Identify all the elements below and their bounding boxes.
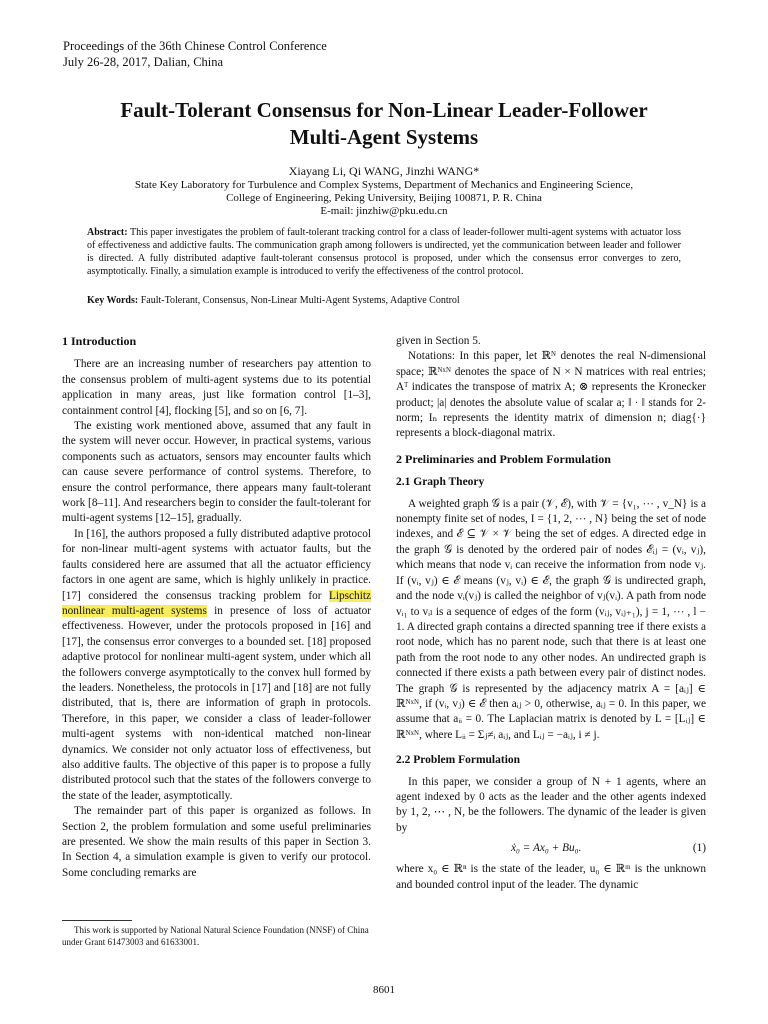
section-heading-introduction: 1 Introduction xyxy=(62,334,137,348)
abstract-label: Abstract: xyxy=(87,227,128,238)
section-heading-preliminaries: 2 Preliminaries and Problem Formulation xyxy=(396,451,611,466)
equation-number: (1) xyxy=(692,842,706,855)
equation-body: ẋ₀ = Ax₀ + Bu₀. xyxy=(511,842,582,855)
affiliation-email: E-mail: jinzhiw@pku.edu.cn xyxy=(320,205,448,217)
conference-date: July 26-28, 2017, Dalian, China xyxy=(63,55,224,69)
notations-paragraph: Notations: In this paper, let ℝᴺ denotes the real N-dimensional space; ℝᴺˣᴺ denotes the space of N × N matrices with real entries; Aᵀ indicates the transpose of matrix A; ⊗ represents the Kronecker product; |a| denotes the absolute value of scalar a; ‖ · ‖ stands for 2-norm; Iₙ represents the identity matrix of dimension n; diag{·} represents a block-diagonal matrix. xyxy=(396,350,706,440)
intro-paragraph-3-end: in presence of loss of actuator effectiveness. However, under the protocols proposed in [16] and [17], the consensus error converges to a bounded set. [18] proposed adaptive protocol for nonlinear multi-agent system, under which all the followers converge asymptotically to the convex hull formed by the leaders. Nonetheless, the protocols in [17] and [18] are not fully distributed, that is, there are information of graph in protocols. Therefore, in this paper, we consider a class of leader-follower multi-agent systems with non-identical matched non-linear dynamics. We consider not only actuator loss of effectiveness, but also additive faults. The objective of this paper is to propose a fully distributed protocol such that the states of the followers converge to the state of the leader, asymptotically. xyxy=(62,604,372,802)
conference-name: Proceedings of the 36th Chinese Control Conference xyxy=(63,39,327,53)
keywords xyxy=(87,294,681,307)
subsection-heading-problem-formulation: 2.2 Problem Formulation xyxy=(396,754,521,767)
intro-continuation: given in Section 5. xyxy=(396,335,481,347)
conference-header xyxy=(63,38,327,70)
title-line-1: Fault-Tolerant Consensus for Non-Linear Leader-Follower xyxy=(120,98,648,122)
affiliation xyxy=(40,179,728,218)
authors: Xiayang Li, Qi WANG, Jinzhi WANG* xyxy=(288,164,480,178)
affiliation-line-2: College of Engineering, Peking University, Beijing 100871, P. R. China xyxy=(226,192,542,204)
title-line-2: Multi-Agent Systems xyxy=(289,125,479,149)
paper-title xyxy=(40,97,728,151)
keywords-text: Fault-Tolerant, Consensus, Non-Linear Multi-Agent Systems, Adaptive Control xyxy=(140,295,460,306)
intro-paragraph-3-start: In [16], the authors proposed a fully distributed adaptive protocol for non-linear multi-agent systems with actuator faults, but the faults considered here are assumed that all the actuator efficiency factors in one agent are same, which is highly unlikely in practice. [17] considered the consensus tracking problem for xyxy=(62,527,371,602)
abstract xyxy=(87,226,681,278)
highlighted-text[interactable]: Lipschitz nonlinear multi-agent systems xyxy=(62,589,371,617)
keywords-label: Key Words: xyxy=(87,295,139,306)
subsection-heading-graph-theory: 2.1 Graph Theory xyxy=(396,476,485,489)
graph-theory-paragraph: A weighted graph 𝒢 is a pair (𝒱, ℰ), with 𝒱 = {v₁, ⋯ , v_N} is a nonempty finite set of nodes, I = {1, 2, ⋯ , N} being the set of node indexes, and ℰ ⊆ 𝒱 × 𝒱 being the set of edges. A directed edge in the graph 𝒢 is denoted by the ordered pair of nodes ℰᵢⱼ = (vᵢ, vⱼ), which means that node vᵢ can receive the information from node vⱼ. If (vᵢ, vⱼ) ∈ ℰ means (vⱼ, vᵢ) ∈ ℰ, the graph 𝒢 is undirected graph, and the node vᵢ(vⱼ) is called the neighbor of vⱼ(vᵢ). A path from node vᵢ₁ to vᵢₗ is a sequence of edges of the form (vᵢⱼ, vᵢⱼ₊₁), j = 1, ⋯ , l − 1. A directed graph contains a directed spanning tree if there exists a root node, which has no parent node, such that there is at least one path from the root node to any other nodes. An undirected graph is connected if there exists a path between every pair of distinct nodes. The graph 𝒢 is represented by the adjacency matrix A = [aᵢⱼ] ∈ ℝᴺˣᴺ, if (vᵢ, vⱼ) ∈ ℰ then aᵢⱼ > 0, otherwise, aᵢⱼ = 0. In this paper, we assume that aᵢᵢ = 0. The Laplacian matrix is denoted by L = [Lᵢⱼ] ∈ ℝᴺˣᴺ, where Lᵢᵢ = Σⱼ≠ᵢ aᵢⱼ, and Lᵢⱼ = −aᵢⱼ, i ≠ j. xyxy=(396,497,706,741)
affiliation-line-1: State Key Laboratory for Turbulence and Complex Systems, Department of Mechanics and Engineering Science, xyxy=(134,179,634,191)
left-column xyxy=(62,334,371,881)
intro-paragraph-3 xyxy=(62,527,371,804)
intro-paragraph-4: The remainder part of this paper is organized as follows. In Section 2, the problem formulation and some useful preliminaries are presented. We show the main results of this paper in Section 3. In Section 4, a simulation example is given to verify our protocol. Some concluding remarks are xyxy=(62,805,371,879)
after-equation-paragraph: where x₀ ∈ ℝⁿ is the state of the leader, u₀ ∈ ℝᵐ is the unknown and bounded control input of the leader. The dynamic xyxy=(396,863,706,891)
right-column xyxy=(396,334,706,893)
equation-1 xyxy=(396,836,706,862)
footnote: This work is supported by National Natural Science Foundation (NNSF) of China under Grant 61473003 and 61633001. xyxy=(62,925,369,947)
abstract-text: This paper investigates the problem of fault-tolerant tracking control for a class of leader-follower multi-agent systems with actuator loss of effectiveness and addictive faults. The communication graph among followers is undirected, yet the communication between leader and follower is directed. A fully distributed adaptive fault-tolerant consensus protocol is proposed, under which the consensus error converges to zero, asymptotically. Finally, a simulation example is introduced to verify the effectiveness of the control protocol. xyxy=(87,227,682,277)
intro-paragraph-1: There are an increasing number of researchers pay attention to the consensus problem of multi-agent systems due to its potential application in many areas, just like formation control [1–3], containment control [4], flocking [5], and so on [6, 7]. xyxy=(62,358,371,417)
footnote-rule xyxy=(62,920,132,921)
page-number: 8601 xyxy=(373,984,395,996)
problem-paragraph: In this paper, we consider a group of N + 1 agents, where an agent indexed by 0 acts as the leader and the other agents indexed by 1, 2, ⋯ , N, be the followers. The dynamic of the leader is given by xyxy=(396,775,706,834)
intro-paragraph-2: The existing work mentioned above, assumed that any fault in the system will never occur. However, in practical systems, various components such as actuators, sensors may encounter faults which can cause severe performance of control systems. Therefore, to ensure the control performance, there appears many fault-tolerant work [8–11]. And researchers begin to consider the fault-tolerant for multi-agent systems [12–15], gradually. xyxy=(62,420,371,525)
